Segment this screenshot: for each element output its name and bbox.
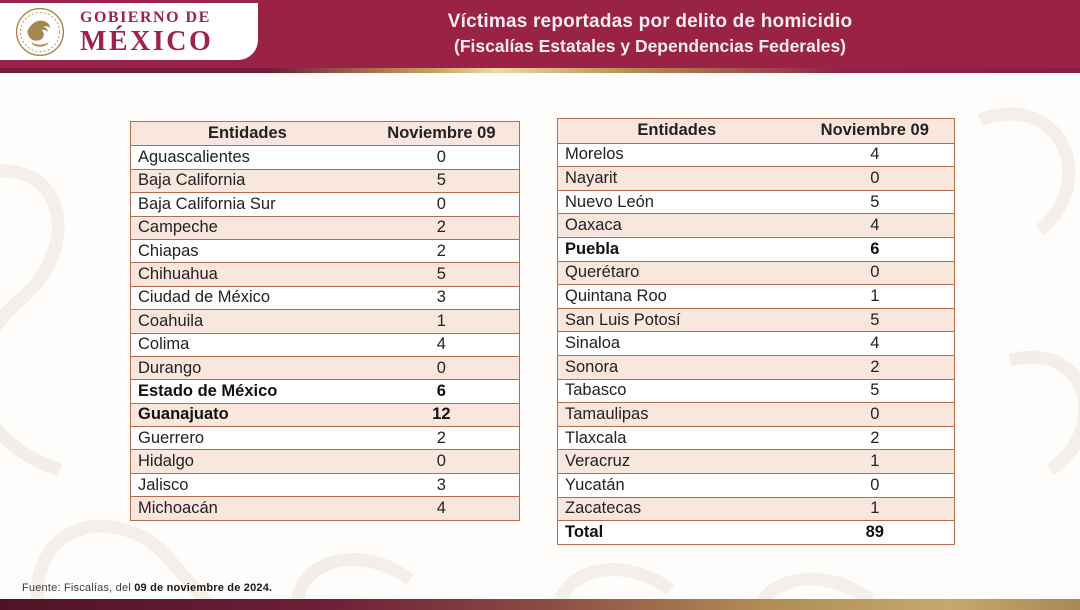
entity-value: 0 bbox=[436, 358, 446, 377]
table-row bbox=[558, 402, 954, 426]
gobierno-logo-wordmark bbox=[80, 10, 213, 56]
entity-value: 0 bbox=[870, 404, 880, 423]
entity-name: Nuevo León bbox=[565, 192, 654, 211]
entity-value: 5 bbox=[870, 381, 880, 400]
entity-name: Jalisco bbox=[138, 475, 189, 494]
table-row bbox=[558, 143, 954, 167]
table-row bbox=[131, 216, 519, 239]
entity-name: Quintana Roo bbox=[565, 286, 667, 305]
table-row bbox=[558, 497, 954, 521]
entity-name: Tabasco bbox=[565, 381, 627, 400]
table-row bbox=[558, 473, 954, 497]
table-row bbox=[131, 496, 519, 519]
entity-value: 5 bbox=[436, 171, 446, 190]
entity-name: Oaxaca bbox=[565, 216, 622, 235]
table-row bbox=[558, 355, 954, 379]
entity-name: Hidalgo bbox=[138, 452, 194, 471]
table-row bbox=[131, 403, 519, 426]
table-row bbox=[131, 192, 519, 215]
entity-value: 4 bbox=[436, 498, 446, 517]
entity-value: 1 bbox=[870, 452, 880, 471]
report-title bbox=[255, 0, 1045, 68]
table-header-row bbox=[131, 122, 519, 145]
entity-value: 2 bbox=[436, 428, 446, 447]
gobierno-logo-panel bbox=[0, 3, 258, 60]
entity-value: 2 bbox=[436, 218, 446, 237]
table-row bbox=[131, 333, 519, 356]
entity-value: 6 bbox=[870, 239, 880, 258]
entity-name: Tlaxcala bbox=[565, 428, 627, 447]
entity-value: 0 bbox=[870, 263, 880, 282]
entity-name: Puebla bbox=[565, 239, 620, 258]
table-row bbox=[558, 520, 954, 544]
table-row bbox=[131, 426, 519, 449]
table-row bbox=[558, 449, 954, 473]
entity-value: 0 bbox=[870, 168, 880, 187]
source-note bbox=[22, 582, 272, 594]
entity-value: 6 bbox=[436, 381, 446, 400]
table-row bbox=[558, 426, 954, 450]
entity-value: 5 bbox=[870, 192, 880, 211]
entity-value: 0 bbox=[436, 452, 446, 471]
entity-name: Sinaloa bbox=[565, 334, 621, 353]
entity-name: Coahuila bbox=[138, 311, 204, 330]
table-row bbox=[558, 190, 954, 214]
table-header-row bbox=[558, 119, 954, 143]
column-header-entidades: Entidades bbox=[207, 124, 287, 143]
entity-value: 0 bbox=[436, 148, 446, 167]
entity-value: 5 bbox=[436, 265, 446, 284]
table-row bbox=[131, 145, 519, 168]
entity-name: Yucatán bbox=[565, 475, 625, 494]
entity-name: Nayarit bbox=[565, 168, 618, 187]
entity-value: 2 bbox=[870, 357, 880, 376]
entity-value: 1 bbox=[870, 286, 880, 305]
entity-value: 4 bbox=[870, 334, 880, 353]
title-line2: (Fiscalías Estatales y Dependencias Federales) bbox=[454, 36, 846, 56]
entity-name: Querétaro bbox=[565, 263, 640, 282]
table-row bbox=[131, 262, 519, 285]
column-header-entidades: Entidades bbox=[637, 121, 717, 140]
entity-value: 1 bbox=[436, 311, 446, 330]
table-row bbox=[558, 379, 954, 403]
entity-name: Chiapas bbox=[138, 241, 199, 260]
column-header-noviembre09: Noviembre 09 bbox=[820, 121, 929, 140]
entity-name: Campeche bbox=[138, 218, 218, 237]
entity-name: Guerrero bbox=[138, 428, 205, 447]
mexico-eagle-seal-icon bbox=[14, 6, 66, 58]
entity-value: 3 bbox=[436, 288, 446, 307]
entity-name: Tamaulipas bbox=[565, 404, 649, 423]
entity-name: Chihuahua bbox=[138, 265, 218, 284]
table-row bbox=[131, 309, 519, 332]
entity-name: Morelos bbox=[565, 145, 624, 164]
entity-name: Baja California Sur bbox=[138, 194, 276, 213]
entity-value: 0 bbox=[436, 194, 446, 213]
table-row bbox=[131, 379, 519, 402]
entity-name: Total bbox=[565, 522, 604, 541]
title-line1: Víctimas reportadas por delito de homicidio bbox=[447, 11, 853, 32]
entity-value: 0 bbox=[870, 475, 880, 494]
table-row bbox=[558, 213, 954, 237]
entity-name: Sonora bbox=[565, 357, 619, 376]
table-row bbox=[558, 308, 954, 332]
entity-name: Ciudad de México bbox=[138, 288, 271, 307]
entity-name: Guanajuato bbox=[138, 405, 229, 424]
entity-value: 2 bbox=[870, 428, 880, 447]
entity-name: Baja California bbox=[138, 171, 246, 190]
entity-name: Zacatecas bbox=[565, 499, 642, 518]
column-header-noviembre09: Noviembre 09 bbox=[387, 124, 496, 143]
table-row bbox=[558, 237, 954, 261]
entity-value: 5 bbox=[870, 310, 880, 329]
source-prefix: Fuente: Fiscalías, del bbox=[22, 582, 135, 594]
table-row bbox=[131, 473, 519, 496]
table-body bbox=[558, 143, 954, 544]
table-row bbox=[131, 449, 519, 472]
header-bar bbox=[0, 0, 1080, 68]
entity-name: Michoacán bbox=[138, 498, 218, 517]
logo-line2: MÉXICO bbox=[80, 26, 214, 57]
entity-value: 4 bbox=[870, 216, 880, 235]
table-row bbox=[131, 356, 519, 379]
entity-value: 1 bbox=[870, 499, 880, 518]
table-entities-right bbox=[557, 118, 955, 545]
entity-name: Colima bbox=[138, 335, 190, 354]
entity-name: Durango bbox=[138, 358, 202, 377]
header-gold-divider bbox=[0, 68, 1080, 73]
logo-line1: GOBIERNO DE bbox=[80, 9, 211, 26]
table-row bbox=[558, 284, 954, 308]
table-body bbox=[131, 145, 519, 519]
entity-value: 4 bbox=[870, 145, 880, 164]
entity-value: 89 bbox=[865, 522, 884, 541]
table-row bbox=[558, 261, 954, 285]
entity-value: 4 bbox=[436, 335, 446, 354]
table-row bbox=[558, 331, 954, 355]
table-row bbox=[558, 166, 954, 190]
entity-name: Aguascalientes bbox=[138, 148, 250, 167]
entity-name: Veracruz bbox=[565, 452, 631, 471]
table-row bbox=[131, 286, 519, 309]
bottom-gradient-bar bbox=[0, 599, 1080, 610]
table-entities-left bbox=[130, 121, 520, 521]
source-date: 09 de noviembre de 2024. bbox=[134, 582, 273, 594]
entity-value: 2 bbox=[436, 241, 446, 260]
entity-value: 12 bbox=[432, 405, 451, 424]
entity-value: 3 bbox=[436, 475, 446, 494]
table-row bbox=[131, 239, 519, 262]
entity-name: Estado de México bbox=[138, 381, 278, 400]
entity-name: San Luis Potosí bbox=[565, 310, 681, 329]
table-row bbox=[131, 169, 519, 192]
